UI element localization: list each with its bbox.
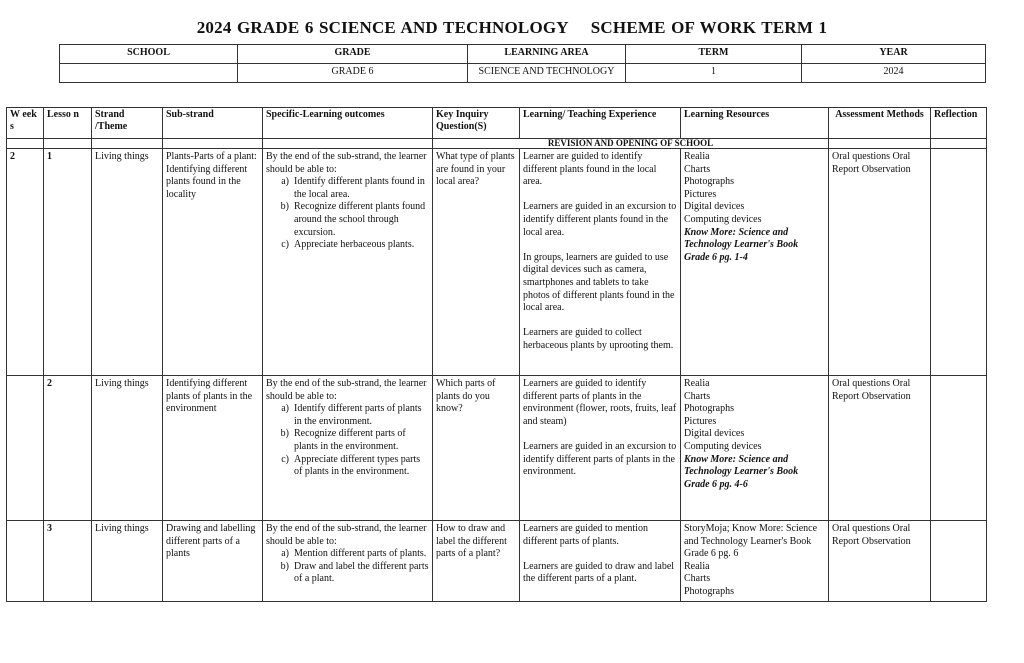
resource-item: Photographs	[684, 176, 734, 188]
experience-paragraph: Learners are guided to mention different parts of plants.	[523, 523, 648, 547]
resource-item: Charts	[684, 163, 711, 175]
reflection-cell	[931, 521, 987, 602]
revision-substrand-cell	[163, 139, 263, 149]
header-reflection: Reflection	[931, 108, 987, 139]
header-weeks: W eek s	[7, 108, 44, 139]
outcomes-cell	[263, 521, 433, 602]
header-substrand: Sub-strand	[163, 108, 263, 139]
outcome-item: a. Identify different plants found in the local area.	[294, 176, 429, 201]
substrand-line: Identifying different plants of plants in the environment	[166, 378, 253, 415]
info-header-grade: GRADE	[238, 45, 468, 64]
outcomes-list	[266, 176, 429, 252]
info-school-value	[60, 64, 238, 83]
resource-item: Charts	[684, 573, 711, 585]
week-cell	[7, 376, 44, 521]
info-header-school: SCHOOL	[60, 45, 238, 64]
outcomes-intro: By the end of the sub-strand, the learner should be able to:	[266, 151, 427, 175]
resources-cell	[681, 521, 829, 602]
info-term-value: 1	[626, 64, 802, 83]
table-row	[7, 149, 987, 376]
info-value-row	[60, 64, 986, 83]
resources-cell	[681, 376, 829, 521]
school-info-table	[59, 44, 986, 83]
info-learning-area-value: SCIENCE AND TECHNOLOGY	[468, 64, 626, 83]
revision-outcomes-cell	[263, 139, 433, 149]
inquiry-cell: Which parts of plants do you know?	[433, 376, 520, 521]
header-lesson: Lesso n	[44, 108, 92, 139]
outcomes-intro: By the end of the sub-strand, the learner should be able to:	[266, 378, 427, 402]
substrand-cell	[163, 376, 263, 521]
resource-item: Photographs	[684, 585, 734, 597]
assessment-cell: Oral questions Oral Report Observation	[829, 521, 931, 602]
scheme-header-row	[7, 108, 987, 139]
resource-item: Digital devices	[684, 428, 745, 440]
outcome-item: c. Appreciate different types parts of plants in the environment.	[294, 454, 429, 479]
substrand-line: Identifying different plants found in the locality	[166, 163, 248, 200]
outcome-item: c. Appreciate herbaceous plants.	[294, 239, 429, 252]
experience-paragraph: Learner are guided to identify different plants found in the local area.	[523, 151, 657, 188]
resource-book: Know More: Science and Technology Learner's Book Grade 6 pg. 4-6	[684, 453, 799, 490]
resource-item: Realia	[684, 151, 710, 162]
assessment-cell: Oral questions Oral Report Observation	[829, 376, 931, 521]
resource-item: Realia	[684, 560, 710, 572]
title-right: SCHEME OF WORK TERM 1	[590, 18, 828, 37]
resource-item: Realia	[684, 378, 710, 389]
table-row	[7, 521, 987, 602]
revision-reflection-cell	[931, 139, 987, 149]
header-resources: Learning Resources	[681, 108, 829, 139]
header-inquiry: Key Inquiry Question(S)	[433, 108, 520, 139]
title-left: 2024 GRADE 6 SCIENCE AND TECHNOLOGY	[196, 18, 569, 37]
lesson-cell: 2	[44, 376, 92, 521]
outcomes-cell	[263, 149, 433, 376]
experience-paragraph: Learners are guided in an excursion to identify different plants found in the local area.	[523, 201, 677, 238]
substrand-line: Plants-Parts of a plant:	[166, 151, 257, 162]
outcome-item: b. Draw and label the different parts of a plant.	[294, 561, 429, 586]
experience-paragraph: Learners are guided in an excursion to identify different parts of plants in the environment.	[523, 440, 677, 478]
substrand-line: Drawing and labelling different parts of a plants	[166, 523, 256, 560]
info-header-year: YEAR	[802, 45, 986, 64]
page-title	[0, 18, 1024, 38]
experience-paragraph: In groups, learners are guided to use digital devices such as camera, smartphones and tablets to take photos of different plants found in the local area.	[523, 251, 675, 314]
revision-label: REVISION AND OPENING OF SCHOOL	[433, 139, 829, 149]
scheme-of-work-table	[6, 107, 987, 602]
resource-item: StoryMoja; Know More: Science and Technology Learner's Book Grade 6 pg. 6	[684, 523, 818, 560]
strand-cell: Living things	[92, 149, 163, 376]
resource-item: Pictures	[684, 188, 717, 200]
header-strand: Strand /Theme	[92, 108, 163, 139]
substrand-cell	[163, 521, 263, 602]
revision-assessment-cell	[829, 139, 931, 149]
assessment-cell: Oral questions Oral Report Observation	[829, 149, 931, 376]
header-assessment: Assessment Methods	[829, 108, 931, 139]
experience-cell	[520, 376, 681, 521]
outcomes-intro: By the end of the sub-strand, the learner should be able to:	[266, 523, 427, 547]
outcomes-cell	[263, 376, 433, 521]
outcome-item: b. Recognize different plants found around the school through excursion.	[294, 201, 429, 239]
outcomes-list	[266, 548, 429, 586]
outcomes-list	[266, 403, 429, 479]
experience-paragraph: Learners are guided to draw and label the different parts of a plant.	[523, 560, 675, 585]
revision-row	[7, 139, 987, 149]
info-grade-value: GRADE 6	[238, 64, 468, 83]
revision-strand-cell	[92, 139, 163, 149]
info-header-learning-area: LEARNING AREA	[468, 45, 626, 64]
resources-cell	[681, 149, 829, 376]
experience-cell	[520, 521, 681, 602]
outcome-item: b. Recognize different parts of plants in the environment.	[294, 428, 429, 453]
experience-paragraph: Learners are guided to identify different parts of plants in the environment (flower, roots, fruits, leaf and steam)	[523, 378, 677, 427]
strand-cell: Living things	[92, 376, 163, 521]
resource-item: Digital devices	[684, 201, 745, 213]
week-cell	[7, 521, 44, 602]
resource-item: Computing devices	[684, 213, 762, 225]
revision-week-cell	[7, 139, 44, 149]
reflection-cell	[931, 376, 987, 521]
experience-cell	[520, 149, 681, 376]
resource-item: Charts	[684, 390, 711, 402]
resource-item: Pictures	[684, 415, 717, 427]
lesson-cell: 1	[44, 149, 92, 376]
reflection-cell	[931, 149, 987, 376]
experience-paragraph: Learners are guided to collect herbaceous plants by uprooting them.	[523, 327, 674, 351]
inquiry-cell: What type of plants are found in your local area?	[433, 149, 520, 376]
outcome-item: a. Mention different parts of plants.	[294, 548, 429, 561]
resource-book: Know More: Science and Technology Learner's Book Grade 6 pg. 1-4	[684, 226, 799, 263]
info-header-row	[60, 45, 986, 64]
inquiry-cell: How to draw and label the different parts of a plant?	[433, 521, 520, 602]
resource-item: Computing devices	[684, 440, 762, 452]
lesson-cell: 3	[44, 521, 92, 602]
strand-cell: Living things	[92, 521, 163, 602]
resource-item: Photographs	[684, 403, 734, 415]
info-year-value: 2024	[802, 64, 986, 83]
header-outcomes: Specific-Learning outcomes	[263, 108, 433, 139]
week-cell: 2	[7, 149, 44, 376]
info-header-term: TERM	[626, 45, 802, 64]
header-experience: Learning/ Teaching Experience	[520, 108, 681, 139]
revision-lesson-cell	[44, 139, 92, 149]
table-row	[7, 376, 987, 521]
substrand-cell	[163, 149, 263, 376]
outcome-item: a. Identify different parts of plants in the environment.	[294, 403, 429, 428]
